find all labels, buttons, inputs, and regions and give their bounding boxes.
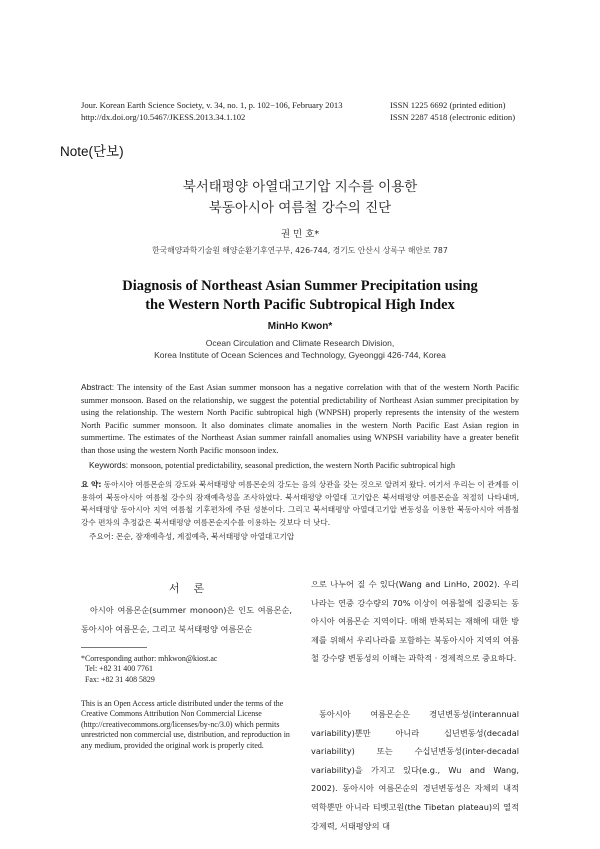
english-affiliation-line2: Korea Institute of Ocean Sciences and Technology, Gyeonggi 426-744, Korea: [154, 350, 446, 360]
english-author: MinHo Kwon*: [267, 321, 333, 332]
korean-keywords-label: 주요어:: [89, 532, 114, 541]
korean-title-line2: 북동아시아 여름철 강수의 진단: [208, 200, 392, 216]
issn-electronic: ISSN 2287 4518 (electronic edition): [390, 112, 516, 122]
keywords-block: [89, 459, 519, 473]
right-column-paragraph-1: 으로 나누어 질 수 있다(Wang and LinHo, 2002). 우리나라는 연중 강수량의 70% 이상이 여름철에 집중되는 동아시아 여름몬순 지역이다. 매해 반복되는 재해에 대한 방제를 위해서 우리나라를 포함하는 북동아시아 지역의 여름철 강수량 변동성의 이해는 과학적 · 경제적으로 중요하다.: [311, 579, 519, 664]
korean-abstract-block: [81, 479, 519, 529]
abstract-text: The intensity of the East Asian summer monsoon has a negative correlation with that of the western North Pacific summer monsoon. Based on the relationship, we suggest the potential predictability of Northeast Asian summer precipitation by using the relationship. The western North Pacific subtropical high (WNPSH) properly represents the intensity of the western North Pacific summer monsoon. It also dominates climate anomalies in the western North Pacific East Asian region in summertime. The estimates of the Northeast Asian summer rainfall anomalies using WNPSH variability have a greater benefit than those using the western North Pacific monsoon index.: [81, 383, 519, 455]
korean-abstract-text: 동아시아 여름몬순의 강도와 북서태평양 여름몬순의 강도는 음의 상관을 갖는 것으로 알려져 왔다. 여기서 우리는 이 관계를 이용하여 북동아시아 여름철 강수의 잠재예측성을 조사하였다. 북서태평양 아열대 고기압은 북서태평양 여름몬순을 적절히 나타내며, 북서태평양 동아시아 지역 여름철 기후편차에 주된 성분이다. 그리고 북서태평양 아열대고기압 변동성을 이용한 북동아시아 여름철 강수 편차의 추정값은 북서태평양 여름몬순지수를 이용하는 것보다 더 낫다.: [81, 480, 519, 527]
keywords-label: Keywords:: [89, 460, 129, 470]
corresponding-fax: Fax: +82 31 408 5829: [85, 675, 155, 684]
english-title-line2: the Western North Pacific Subtropical High Index: [145, 297, 455, 313]
doi-link[interactable]: http://dx.doi.org/10.5467/JKESS.2013.34.1.102: [81, 112, 246, 122]
korean-keywords-text: 몬순, 잠재예측성, 계절예측, 북서태평양 아열대고기압: [113, 532, 295, 541]
abstract-block: [81, 381, 519, 458]
right-column-paragraph-2: 동아시아 여름몬순은 경년변동성(interannual variability)뿐만 아니라 십년변동성(decadal variability) 또는 수십년변동성(inter-decadal variability)을 가지고 있다(e.g., Wu and Wang, 2002). 동아시아 여름몬순의 경년변동성은 자체의 내적 역학뿐만 아니라 티벳고원(the Tibetan plateau)의 열적 강제력, 서태평양의 대: [311, 709, 519, 831]
keywords-text: monsoon, potential predictability, seasonal prediction, the western North Pacific subtropical high: [128, 461, 456, 470]
english-affiliation-line1: Ocean Circulation and Climate Research Division,: [205, 338, 395, 348]
issn-print: ISSN 1225 6692 (printed edition): [390, 100, 506, 110]
section-type-label: Note(단보): [60, 144, 124, 159]
left-column-paragraph: 아시아 여름몬순(summer monoon)은 인도 여름몬순, 동아시아 여름몬순, 그리고 북서태평양 여름몬순: [81, 605, 292, 634]
license-notice: This is an Open Access article distributed under the terms of the Creative Commons Attribution Non Commercial License (http://creativecommons.org/licenses/by-nc/3.0) which permits unrestricted non commercial use, distribution, and reproduction in any medium, provided the original work is properly cited.: [81, 699, 290, 750]
korean-author: 권 민 호*: [280, 229, 320, 240]
english-title-line1: Diagnosis of Northeast Asian Summer Precipitation using: [122, 278, 478, 294]
corresponding-tel: Tel: +82 31 400 7761: [85, 664, 153, 673]
footnote-divider: [81, 647, 147, 648]
corresponding-author: *Corresponding author: mhkwon@kiost.ac: [81, 654, 218, 663]
korean-abstract-label: 요 약:: [81, 480, 102, 489]
introduction-heading: 서 론: [168, 582, 205, 595]
korean-keywords-block: [89, 531, 519, 544]
abstract-label: Abstract:: [81, 382, 115, 392]
korean-affiliation: 한국해양과학기술원 해양순환기후연구부, 426-744, 경기도 안산시 상록구 해안로 787: [152, 246, 448, 255]
journal-citation: Jour. Korean Earth Science Society, v. 34, no. 1, p. 102−106, February 2013: [81, 100, 343, 110]
korean-title-line1: 북서태평양 아열대고기압 지수를 이용한: [182, 179, 418, 195]
